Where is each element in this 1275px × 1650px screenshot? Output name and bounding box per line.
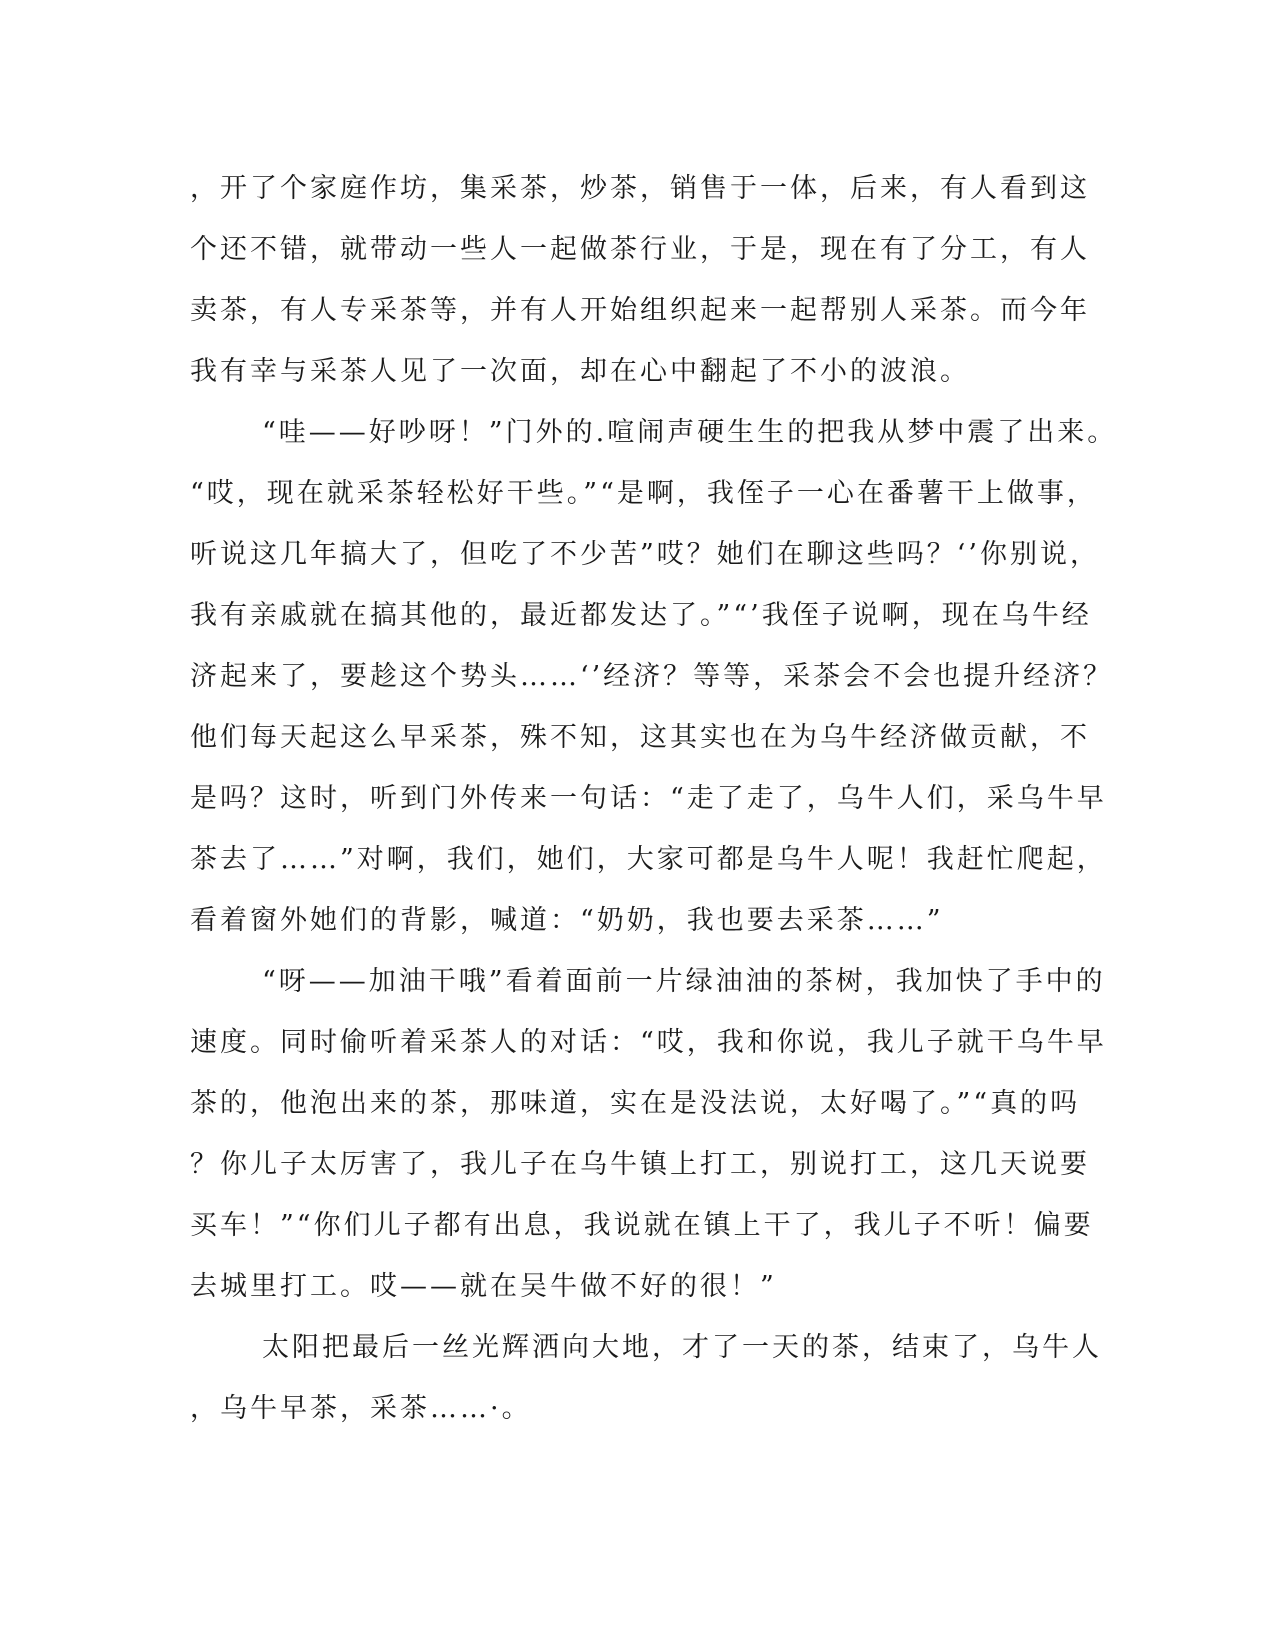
paragraph-2	[190, 402, 1118, 951]
text-line: 茶的，他泡出来的茶，那味道，实在是没法说，太好喝了。”“真的吗	[190, 1088, 1081, 1119]
paragraph-1	[190, 158, 1090, 402]
paragraph-4	[190, 1317, 1102, 1439]
text-line: 济起来了，要趁这个势头……‘’经济？等等，采茶会不会也提升经济？	[190, 661, 1114, 692]
body-text	[190, 158, 1118, 1439]
text-line: 我有幸与采茶人见了一次面，却在心中翻起了不小的波浪。	[190, 356, 970, 387]
text-line: 太阳把最后一丝光辉洒向大地，才了一天的茶，结束了，乌牛人	[262, 1332, 1102, 1363]
text-line: 去城里打工。哎——就在吴牛做不好的很！”	[190, 1271, 777, 1302]
text-line: 速度。同时偷听着采茶人的对话：“哎，我和你说，我儿子就干乌牛早	[190, 1027, 1107, 1058]
text-line: “呀——加油干哦”看着面前一片绿油油的茶树，我加快了手中的	[262, 966, 1106, 997]
text-line: “哇——好吵呀！”门外的.喧闹声硬生生的把我从梦中震了出来。	[262, 417, 1118, 448]
text-line: 看着窗外她们的背影，喊道：“奶奶，我也要去采茶……”	[190, 905, 944, 936]
text-line: ，乌牛早茶，采茶……·。	[190, 1393, 532, 1424]
text-line: 他们每天起这么早采茶，殊不知，这其实也在为乌牛经济做贡献，不	[190, 722, 1090, 753]
text-line: 茶去了……”对啊，我们，她们，大家可都是乌牛人呢！我赶忙爬起，	[190, 844, 1107, 875]
text-line: ，开了个家庭作坊，集采茶，炒茶，销售于一体，后来，有人看到这	[190, 173, 1090, 204]
text-line: 买车！”“你们儿子都有出息，我说就在镇上干了，我儿子不听！偏要	[190, 1210, 1094, 1241]
text-line: 听说这几年搞大了，但吃了不少苦”哎？她们在聊这些吗？‘’你别说，	[190, 539, 1100, 570]
text-line: ？你儿子太厉害了，我儿子在乌牛镇上打工，别说打工，这几天说要	[190, 1149, 1090, 1180]
text-line: 卖茶，有人专采茶等，并有人开始组织起来一起帮别人采茶。而今年	[190, 295, 1090, 326]
text-line: “哎，现在就采茶轻松好干些。”“是啊，我侄子一心在番薯干上做事，	[190, 478, 1097, 509]
text-line: 个还不错，就带动一些人一起做茶行业，于是，现在有了分工，有人	[190, 234, 1090, 265]
paragraph-3	[190, 951, 1107, 1317]
text-line: 是吗？这时，听到门外传来一句话：“走了走了，乌牛人们，采乌牛早	[190, 783, 1107, 814]
text-line: 我有亲戚就在搞其他的，最近都发达了。”“’我侄子说啊，现在乌牛经	[190, 600, 1092, 631]
